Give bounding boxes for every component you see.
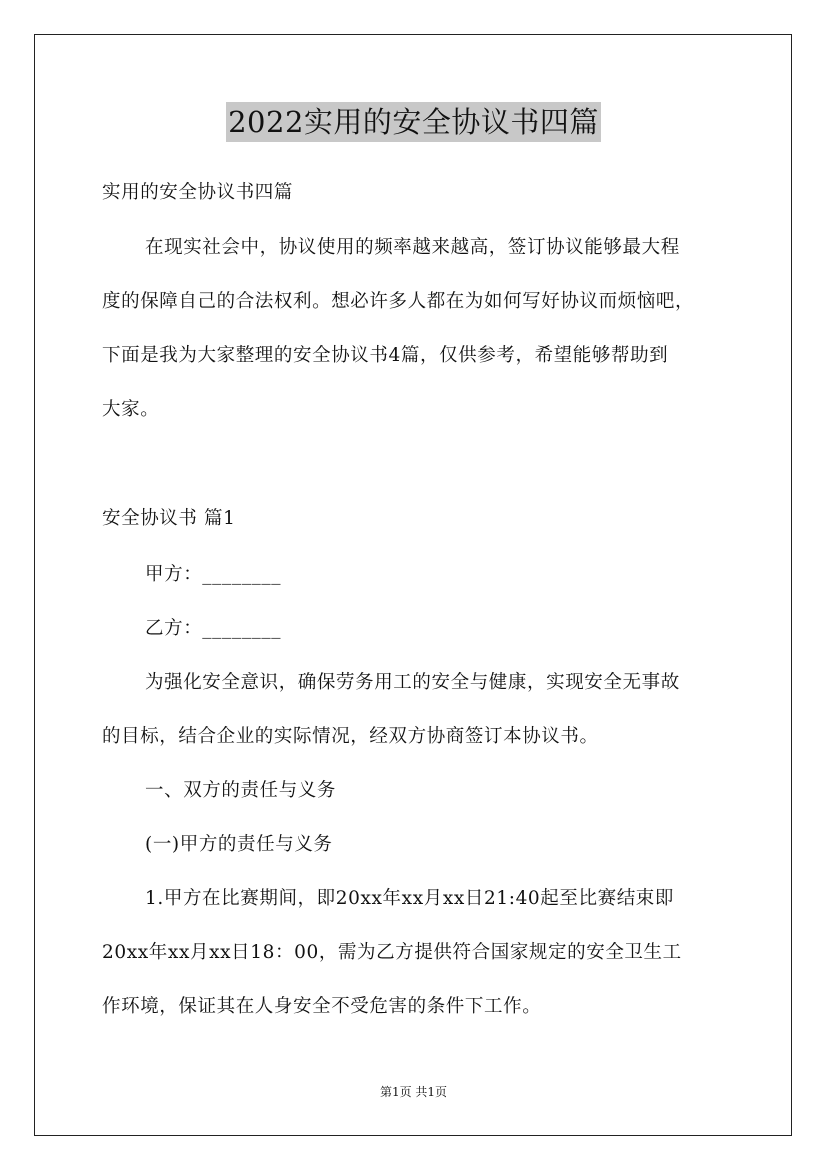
document-title: 2022实用的安全协议书四篇 bbox=[226, 102, 601, 142]
section-heading: 安全协议书 篇1 bbox=[102, 508, 236, 529]
purpose-line: 为强化安全意识，确保劳务用工的安全与健康，实现安全无事故 bbox=[145, 672, 680, 693]
purpose-line: 的目标，结合企业的实际情况，经双方协商签订本协议书。 bbox=[102, 726, 599, 747]
heading-party-a-responsibilities: (一)甲方的责任与义务 bbox=[145, 834, 333, 855]
intro-line: 下面是我为大家整理的安全协议书4篇，仅供参考，希望能够帮助到 bbox=[102, 345, 669, 366]
clause-line: 1.甲方在比赛期间，即20xx年xx月xx日21:40起至比赛结束即 bbox=[145, 888, 675, 909]
title-container bbox=[0, 102, 827, 142]
party-a-line: 甲方：________ bbox=[145, 564, 282, 585]
heading-responsibilities: 一、双方的责任与义务 bbox=[145, 780, 337, 801]
party-b-line: 乙方：________ bbox=[145, 618, 282, 639]
intro-line: 度的保障自己的合法权利。想必许多人都在为如何写好协议而烦恼吧， bbox=[102, 291, 695, 312]
intro-line: 在现实社会中，协议使用的频率越来越高，签订协议能够最大程 bbox=[145, 237, 680, 258]
intro-line: 大家。 bbox=[102, 399, 160, 420]
clause-line: 20xx年xx月xx日18：00，需为乙方提供符合国家规定的安全卫生工 bbox=[102, 942, 682, 963]
clause-line: 作环境，保证其在人身安全不受危害的条件下工作。 bbox=[102, 996, 542, 1017]
page-footer: 第1页 共1页 bbox=[379, 1085, 448, 1099]
document-subtitle: 实用的安全协议书四篇 bbox=[102, 182, 294, 203]
